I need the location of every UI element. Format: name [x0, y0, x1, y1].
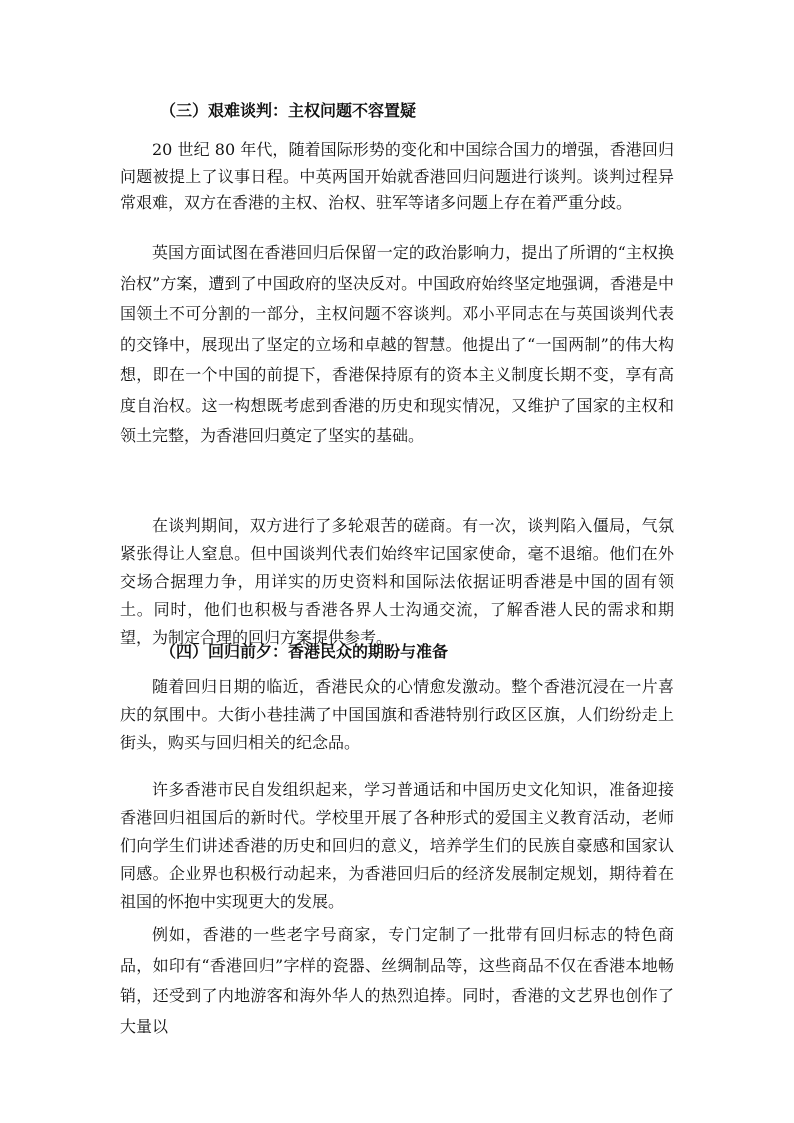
- paragraph-sovereignty-position: 英国方面试图在香港回归后保留一定的政治影响力，提出了所谓的“主权换治权”方案，遭到了中国政府的坚决反对。中国政府始终坚定地强调，香港是中国领土不可分割的一部分，主权问题不容谈判。邓小平同志在与英国谈判代表的交锋中，展现出了坚定的立场和卓越的智慧。他提出了“一国两制”的伟大构想，即在一个中国的前提下，香港保持原有的资本主义制度长期不变，享有高度自治权。这一构想既考虑到香港的历史和现实情况，又维护了国家的主权和领土完整，为香港回归奠定了坚实的基础。: [120, 243, 674, 445]
- paragraph-negotiation-intro: 20 世纪 80 年代，随着国际形势的变化和中国综合国力的增强，香港回归问题被提上了议事日程。中英两国开始就香港回归问题进行谈判。谈判过程异常艰难，双方在香港的主权、治权、驻军等诸多问题上存在着严重分歧。: [120, 140, 674, 212]
- paragraph-negotiation-rounds: 在谈判期间，双方进行了多轮艰苦的磋商。有一次，谈判陷入僵局，气氛紧张得让人窒息。但中国谈判代表们始终牢记国家使命，毫不退缩。他们在外交场合据理力争，用详实的历史资料和国际法依据证明香港是中国的固有领土。同时，他们也积极与香港各界人士沟通交流，了解香港人民的需求和期望，为制定合理的回归方案提供参考。: [120, 516, 674, 647]
- paragraph-citizens-preparation: 许多香港市民自发组织起来，学习普通话和中国历史文化知识，准备迎接香港回归祖国后的新时代。学校里开展了各种形式的爱国主义教育活动，老师们向学生们讲述香港的历史和回归的意义，培养学生们的民族自豪感和国家认同感。企业界也积极行动起来，为香港回归后的经济发展制定规划，期待着在祖国的怀抱中实现更大的发展。: [120, 780, 674, 911]
- section-heading-negotiation: （三）艰难谈判：主权问题不容置疑: [160, 101, 417, 120]
- section-heading-eve-of-return: （四）回归前夕：香港民众的期盼与准备: [160, 642, 449, 661]
- paragraph-commemorative-goods: 例如，香港的一些老字号商家，专门定制了一批带有回归标志的特色商品，如印有“香港回归”字样的瓷器、丝绸制品等，这些商品不仅在香港本地畅销，还受到了内地游客和海外华人的热烈追捧。同时，香港的文艺界也创作了大量以: [120, 925, 674, 1036]
- paragraph-celebration-mood: 随着回归日期的临近，香港民众的心情愈发激动。整个香港沉浸在一片喜庆的氛围中。大街小巷挂满了中国国旗和香港特别行政区区旗，人们纷纷走上街头，购买与回归相关的纪念品。: [120, 677, 674, 752]
